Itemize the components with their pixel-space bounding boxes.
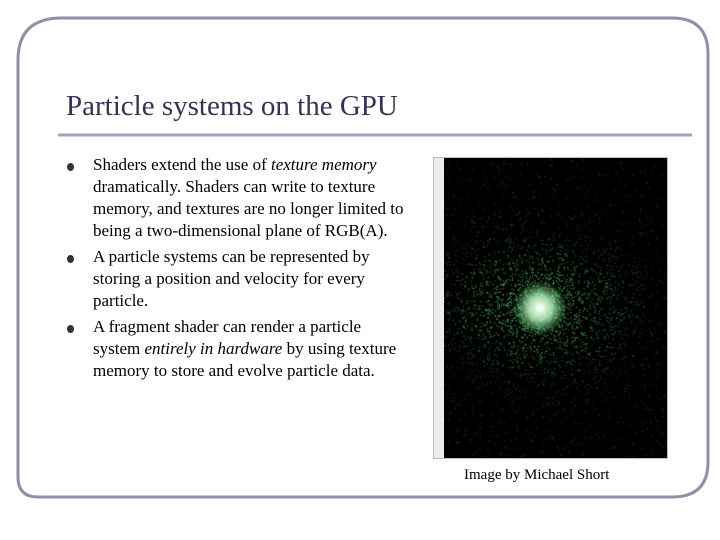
bullet-list <box>62 154 412 386</box>
bullet-dot-icon <box>67 325 74 333</box>
particle-render <box>444 158 668 458</box>
slide-title: Particle systems on the GPU <box>66 90 398 122</box>
bullet-item <box>62 154 412 242</box>
bullet-item <box>62 246 412 312</box>
bullet-text: A particle systems can be represented by storing a position and velocity for every particle. <box>93 247 370 310</box>
bullet-dot-icon <box>67 163 74 171</box>
bullet-emphasis: entirely in hardware <box>144 339 283 358</box>
bullet-emphasis: texture memory <box>270 155 377 174</box>
bullet-item <box>62 316 412 382</box>
bullet-dot-icon <box>67 255 74 263</box>
bullet-text: dramatically. Shaders can write to texture memory, and textures are no longer limited to being a two-dimensional plane of RGB(A). <box>93 177 404 240</box>
particle-system-image <box>433 157 668 459</box>
bullet-text: by using texture memory to store and evolve particle data. <box>93 339 397 380</box>
bullet-text: A fragment shader can render a particle system <box>93 317 362 358</box>
bullet-text: Shaders extend the use of <box>93 155 271 174</box>
image-caption: Image by Michael Short <box>464 467 610 483</box>
